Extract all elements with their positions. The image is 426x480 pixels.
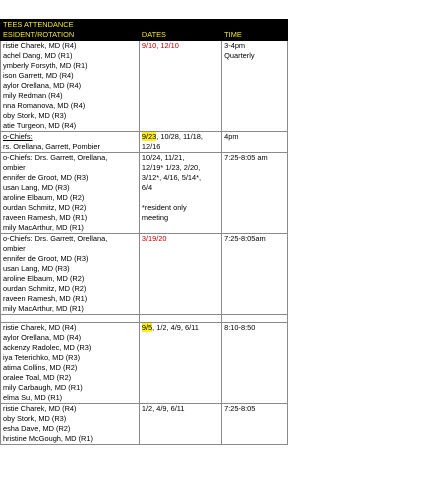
resident-name: aroline Elbaum, MD (R2) (3, 193, 85, 202)
resident-name: atima Collins, MD (R2) (3, 363, 78, 372)
resident-name: mily Carbaugh, MD (R1) (3, 383, 83, 392)
meeting-dates: 9/10, 12/10 (141, 41, 179, 50)
meeting-dates: 3/19/20 (141, 234, 167, 243)
table-row (1, 132, 288, 153)
footnote: meeting (141, 213, 169, 222)
resident-name: ristie Charek, MD (R4) (3, 404, 77, 413)
header-title: TEES ATTENDANCE (3, 20, 74, 29)
meeting-dates: , 1/2, 4/9, 6/11 (152, 323, 199, 332)
header-time-cell (222, 20, 288, 41)
header-dates-cell (139, 20, 221, 41)
co-chiefs-label: o-Chiefs: (3, 132, 33, 141)
highlighted-date: 9/23 (141, 132, 157, 141)
meeting-frequency: Quarterly (224, 51, 255, 60)
resident-name: raveen Ramesh, MD (R1) (3, 213, 88, 222)
resident-name: elma Su, MD (R1) (3, 393, 63, 402)
residents-cell (1, 404, 140, 445)
meeting-dates: 1/2, 4/9, 6/11 (141, 404, 185, 413)
resident-name: ourdan Schmitz, MD (R2) (3, 203, 87, 212)
resident-name: ackenzy Radolec, MD (R3) (3, 343, 92, 352)
resident-name: ymberly Forsyth, MD (R1) (3, 61, 88, 70)
residents-cell (1, 323, 140, 404)
dates-cell (139, 234, 221, 315)
co-chiefs-names: rs. Orellana, Garrett, Pombier (3, 142, 100, 151)
resident-name: mily MacArthur, MD (R1) (3, 223, 84, 232)
co-chiefs-names: ombier (3, 244, 26, 253)
resident-name: achel Dang, MD (R1) (3, 51, 73, 60)
time-cell (222, 41, 288, 132)
resident-name: raveen Ramesh, MD (R1) (3, 294, 88, 303)
meeting-time: 8:10-8:50 (224, 323, 256, 332)
resident-name: ristie Charek, MD (R4) (3, 323, 77, 332)
attendance-table (0, 19, 288, 445)
time-cell (222, 132, 288, 153)
meeting-dates: 6/4 (141, 183, 153, 192)
residents-cell (1, 41, 140, 132)
resident-name: aroline Elbaum, MD (R2) (3, 274, 85, 283)
dates-cell (139, 132, 221, 153)
resident-name: esha Dave, MD (R2) (3, 424, 71, 433)
header-dates: DATES (141, 30, 166, 39)
meeting-time: 7:25-8:05am (224, 234, 266, 243)
meeting-dates: 10/24, 11/21, (141, 153, 185, 162)
resident-name: usan Lang, MD (R3) (3, 264, 70, 273)
time-cell (222, 404, 288, 445)
resident-name: ennifer de Groot, MD (R3) (3, 173, 89, 182)
header-resident-cell (1, 20, 140, 41)
residents-cell (1, 153, 140, 234)
meeting-time: 7:25-8:05 (224, 404, 256, 413)
meeting-time: 3-4pm (224, 41, 246, 50)
table-row (1, 41, 288, 132)
table-row (1, 323, 288, 404)
header-row (1, 20, 288, 41)
time-cell (222, 153, 288, 234)
resident-name: usan Lang, MD (R3) (3, 183, 70, 192)
resident-name: ourdan Schmitz, MD (R2) (3, 284, 87, 293)
time-cell (222, 234, 288, 315)
resident-name: atie Turgeon, MD (R4) (3, 121, 77, 130)
co-chiefs-label: o-Chiefs: Drs. Garrett, Orellana, (3, 153, 108, 162)
resident-name: aylor Orellana, MD (R4) (3, 81, 82, 90)
residents-cell (1, 234, 140, 315)
time-cell (222, 323, 288, 404)
meeting-dates: , 10/28, 11/18, (156, 132, 203, 141)
meeting-dates: 12/16 (141, 142, 161, 151)
meeting-time: 7:25-8:05 am (224, 153, 268, 162)
resident-name: ison Garrett, MD (R4) (3, 71, 74, 80)
resident-name: mily MacArthur, MD (R1) (3, 304, 84, 313)
resident-name: oralee Toal, MD (R2) (3, 373, 72, 382)
dates-cell (139, 153, 221, 234)
dates-cell (139, 404, 221, 445)
footnote: *resident only (141, 203, 187, 212)
dates-cell (139, 323, 221, 404)
spacer-line (142, 193, 221, 203)
header-time: TIME (224, 30, 242, 39)
resident-name: iya Teterichko, MD (R3) (3, 353, 81, 362)
co-chiefs-names: ombier (3, 163, 26, 172)
meeting-dates: 3/12*, 4/16, 5/14*, (141, 173, 202, 182)
resident-name: nna Romanova, MD (R4) (3, 101, 86, 110)
meeting-dates: 12/19* 1/23, 2/20, (141, 163, 201, 172)
table-row (1, 404, 288, 445)
co-chiefs-label: o-Chiefs: Drs. Garrett, Orellana, (3, 234, 108, 243)
highlighted-date: 9/5 (141, 323, 153, 332)
resident-name: aylor Orellana, MD (R4) (3, 333, 82, 342)
meeting-time: 4pm (224, 132, 239, 141)
resident-name: oby Stork, MD (R3) (3, 414, 67, 423)
resident-name: ennifer de Groot, MD (R3) (3, 254, 89, 263)
spacer-row (1, 315, 288, 323)
residents-cell (1, 132, 140, 153)
resident-name: mily Redman (R4) (3, 91, 63, 100)
table-row (1, 153, 288, 234)
resident-name: oby Stork, MD (R3) (3, 111, 67, 120)
dates-cell (139, 41, 221, 132)
resident-name: ristie Charek, MD (R4) (3, 41, 77, 50)
table-row (1, 234, 288, 315)
header-resident-rotation: ESIDENT/ROTATION (3, 30, 75, 39)
resident-name: hristine McGough, MD (R1) (3, 434, 93, 443)
